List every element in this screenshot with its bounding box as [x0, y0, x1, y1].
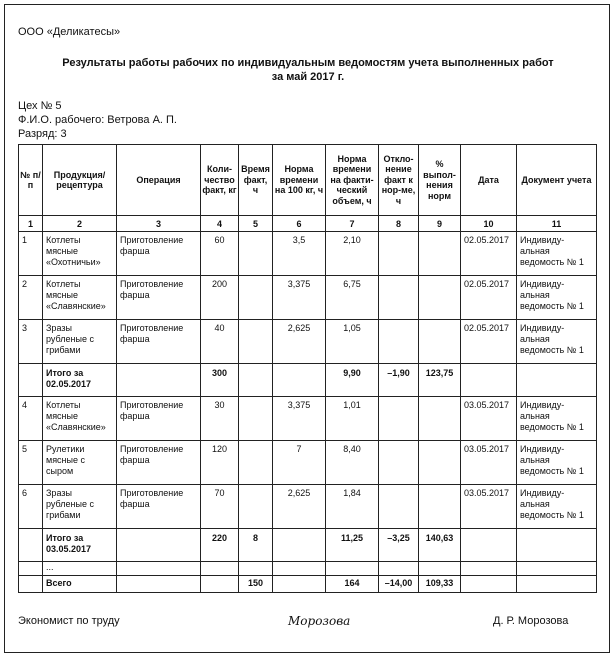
time-fact — [239, 232, 273, 276]
subtotal-row — [19, 364, 597, 397]
col-header: Откло-нение факт к нор-ме, ч — [379, 145, 419, 216]
row-number: 4 — [19, 397, 43, 441]
grand-total-row — [19, 576, 597, 593]
signer-name: Д. Р. Морозова — [493, 615, 569, 627]
quantity: 200 — [201, 276, 239, 320]
norm-per-100: 3,375 — [273, 276, 326, 320]
subtotal-time: 8 — [239, 529, 273, 562]
col-number: 8 — [379, 216, 419, 232]
report-title — [20, 56, 596, 84]
table-row — [19, 276, 597, 320]
operation: Приготовление фарша — [117, 485, 201, 529]
norm-per-100: 7 — [273, 441, 326, 485]
subtotal-row — [19, 529, 597, 562]
col-number: 4 — [201, 216, 239, 232]
document: Индивиду-альная ведомость № 1 — [517, 397, 597, 441]
table-row — [19, 441, 597, 485]
subtotal-deviation: –1,90 — [379, 364, 419, 397]
product: Котлеты мясные «Охотничьи» — [43, 232, 117, 276]
col-header: Документ учета — [517, 145, 597, 216]
document: Индивиду-альная ведомость № 1 — [517, 485, 597, 529]
document: Индивиду-альная ведомость № 1 — [517, 232, 597, 276]
ellipsis: ... — [43, 562, 117, 576]
subtotal-quantity: 300 — [201, 364, 239, 397]
subtotal-quantity: 220 — [201, 529, 239, 562]
grand-total-norm-fact: 164 — [326, 576, 379, 593]
deviation — [379, 397, 419, 441]
grand-total-deviation: –14,00 — [379, 576, 419, 593]
col-header: Коли-чество факт, кг — [201, 145, 239, 216]
quantity: 40 — [201, 320, 239, 364]
table-row — [19, 320, 597, 364]
company-name: ООО «Деликатесы» — [18, 26, 121, 38]
quantity: 60 — [201, 232, 239, 276]
col-number: 11 — [517, 216, 597, 232]
norm-fact: 1,05 — [326, 320, 379, 364]
percent — [419, 441, 461, 485]
col-header: Дата — [461, 145, 517, 216]
time-fact — [239, 320, 273, 364]
product: Рулетики мясные с сыром — [43, 441, 117, 485]
subtotal-label: Итого за 03.05.2017 — [43, 529, 117, 562]
row-number: 2 — [19, 276, 43, 320]
title-line-1: Результаты работы рабочих по индивидуальным ведомостям учета выполненных работ — [62, 57, 554, 69]
percent — [419, 320, 461, 364]
time-fact — [239, 441, 273, 485]
col-number: 7 — [326, 216, 379, 232]
col-number: 3 — [117, 216, 201, 232]
norm-per-100: 3,375 — [273, 397, 326, 441]
operation: Приготовление фарша — [117, 320, 201, 364]
title-line-2: за май 2017 г. — [271, 71, 345, 83]
col-number: 5 — [239, 216, 273, 232]
signer-position: Экономист по труду — [18, 615, 120, 627]
row-number: 3 — [19, 320, 43, 364]
col-header: Время факт, ч — [239, 145, 273, 216]
grand-total-percent: 109,33 — [419, 576, 461, 593]
quantity: 30 — [201, 397, 239, 441]
row-number: 6 — [19, 485, 43, 529]
product: Котлеты мясные «Славянские» — [43, 276, 117, 320]
date: 02.05.2017 — [461, 232, 517, 276]
deviation — [379, 320, 419, 364]
subtotal-time — [239, 364, 273, 397]
quantity: 120 — [201, 441, 239, 485]
quantity: 70 — [201, 485, 239, 529]
worker-name: Ф.И.О. рабочего: Ветрова А. П. — [18, 114, 177, 126]
date: 02.05.2017 — [461, 320, 517, 364]
date: 02.05.2017 — [461, 276, 517, 320]
subtotal-norm-fact: 9,90 — [326, 364, 379, 397]
col-number: 10 — [461, 216, 517, 232]
norm-fact: 6,75 — [326, 276, 379, 320]
header-row — [19, 145, 597, 216]
document: Индивиду-альная ведомость № 1 — [517, 441, 597, 485]
operation: Приготовление фарша — [117, 232, 201, 276]
grand-total-label: Всего — [43, 576, 117, 593]
operation: Приготовление фарша — [117, 397, 201, 441]
row-number: 5 — [19, 441, 43, 485]
grand-total-time: 150 — [239, 576, 273, 593]
subtotal-norm-fact: 11,25 — [326, 529, 379, 562]
col-header: Операция — [117, 145, 201, 216]
deviation — [379, 276, 419, 320]
date: 03.05.2017 — [461, 441, 517, 485]
table-row — [19, 397, 597, 441]
percent — [419, 397, 461, 441]
deviation — [379, 232, 419, 276]
col-header: Норма времени на факти-ческий объем, ч — [326, 145, 379, 216]
col-number: 9 — [419, 216, 461, 232]
subtotal-deviation: –3,25 — [379, 529, 419, 562]
norm-per-100: 2,625 — [273, 485, 326, 529]
operation: Приготовление фарша — [117, 276, 201, 320]
norm-fact: 1,84 — [326, 485, 379, 529]
norm-per-100: 2,625 — [273, 320, 326, 364]
date: 03.05.2017 — [461, 397, 517, 441]
ellipsis-row — [19, 562, 597, 576]
percent — [419, 276, 461, 320]
results-table — [18, 144, 597, 593]
col-header: № п/п — [19, 145, 43, 216]
subtotal-percent: 123,75 — [419, 364, 461, 397]
operation: Приготовление фарша — [117, 441, 201, 485]
column-numbers-row — [19, 216, 597, 232]
product: Зразы рубленые с грибами — [43, 485, 117, 529]
col-number: 2 — [43, 216, 117, 232]
document: Индивиду-альная ведомость № 1 — [517, 320, 597, 364]
table-row — [19, 485, 597, 529]
product: Зразы рубленые с грибами — [43, 320, 117, 364]
col-header: Норма времени на 100 кг, ч — [273, 145, 326, 216]
percent — [419, 232, 461, 276]
col-header: % выпол-нения норм — [419, 145, 461, 216]
product: Котлеты мясные «Славянские» — [43, 397, 117, 441]
worker-grade: Разряд: 3 — [18, 128, 67, 140]
workshop: Цех № 5 — [18, 100, 62, 112]
deviation — [379, 485, 419, 529]
time-fact — [239, 485, 273, 529]
handwritten-signature: Морозова — [288, 614, 351, 628]
deviation — [379, 441, 419, 485]
time-fact — [239, 276, 273, 320]
subtotal-percent: 140,63 — [419, 529, 461, 562]
norm-per-100: 3,5 — [273, 232, 326, 276]
norm-fact: 1,01 — [326, 397, 379, 441]
document: Индивиду-альная ведомость № 1 — [517, 276, 597, 320]
col-number: 6 — [273, 216, 326, 232]
norm-fact: 8,40 — [326, 441, 379, 485]
percent — [419, 485, 461, 529]
time-fact — [239, 397, 273, 441]
table-row — [19, 232, 597, 276]
worker-info — [18, 99, 177, 141]
norm-fact: 2,10 — [326, 232, 379, 276]
grand-total-quantity — [201, 576, 239, 593]
col-number: 1 — [19, 216, 43, 232]
col-header: Продукция/ рецептура — [43, 145, 117, 216]
date: 03.05.2017 — [461, 485, 517, 529]
row-number: 1 — [19, 232, 43, 276]
subtotal-label: Итого за 02.05.2017 — [43, 364, 117, 397]
